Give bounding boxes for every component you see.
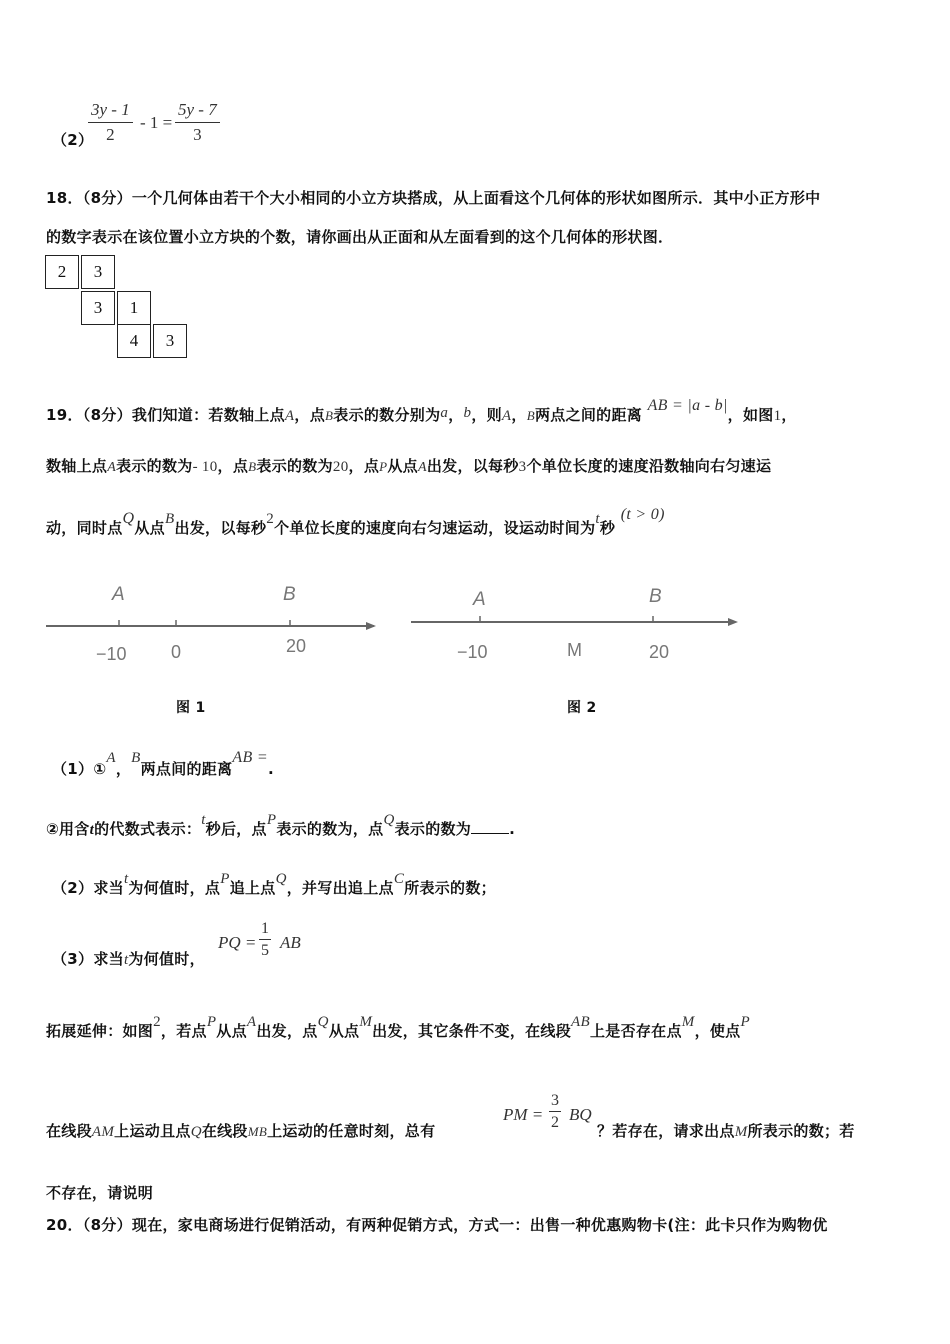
- text: 为何值时，点: [128, 879, 221, 897]
- math-B: B: [131, 750, 141, 766]
- math-fraction-1-5: [259, 920, 271, 960]
- math-P: P: [379, 459, 388, 474]
- grid-cell: 3: [81, 255, 115, 289]
- math-B: B: [164, 511, 175, 527]
- number-line-figure-2: [405, 570, 750, 690]
- math-t-condition: (t > 0): [620, 506, 665, 523]
- text: 上是否存在点: [589, 1022, 682, 1040]
- text: ，: [448, 406, 464, 424]
- text: 表示的数为: [394, 820, 472, 838]
- math-b: b: [463, 405, 472, 421]
- text: 上运动的任意时刻，总有: [267, 1122, 436, 1140]
- text: 从点: [134, 519, 165, 537]
- text: 表示的数为: [276, 820, 353, 838]
- text: ，则: [471, 406, 502, 424]
- text: 从点: [216, 1022, 247, 1040]
- text: ，: [294, 406, 310, 424]
- text: 两点间的距离: [140, 760, 233, 778]
- number-line-figure-1: [40, 570, 400, 690]
- fraction-denominator: 5: [261, 942, 269, 959]
- text: ，点: [348, 457, 380, 475]
- answer-blank: [471, 832, 509, 834]
- text: 追上点: [229, 879, 276, 897]
- math-P: P: [206, 1014, 217, 1030]
- math-2: 2: [153, 1014, 161, 1030]
- text: 动，同时点: [46, 519, 123, 537]
- math-2: 2: [266, 511, 275, 527]
- math-Q: Q: [190, 1124, 202, 1140]
- math-AM: AM: [91, 1124, 115, 1140]
- q17-fraction-right: [175, 100, 220, 145]
- math-pq-equals: PQ =: [218, 933, 257, 952]
- text: .: [509, 820, 516, 838]
- text: 所表示的数；若: [747, 1122, 855, 1140]
- q19-line2: [46, 455, 771, 476]
- text: 秒后，点: [205, 820, 267, 838]
- math-A: A: [107, 460, 117, 475]
- text: ，如图: [727, 406, 774, 424]
- math-3: 3: [518, 459, 527, 475]
- math-Q: Q: [383, 812, 395, 828]
- point-label-B: B: [649, 586, 662, 607]
- text: ，: [511, 406, 527, 424]
- q19-extension-line2-left: [46, 1120, 435, 1141]
- text: 所表示的数；: [404, 879, 496, 897]
- tick-label: −10: [457, 642, 488, 662]
- math-ab-distance: AB = |a - b|: [647, 397, 728, 414]
- math-P: P: [266, 812, 277, 828]
- fraction-denominator: 2: [551, 1114, 559, 1131]
- math-A: A: [501, 408, 512, 424]
- math-M: M: [359, 1014, 373, 1030]
- fraction-numerator: 3: [549, 1092, 561, 1112]
- text: ②用含: [46, 820, 90, 838]
- figure-1-caption: 图 1: [176, 700, 206, 716]
- math-20: 20: [332, 459, 349, 475]
- text: 在线段: [46, 1122, 92, 1140]
- math-t: t: [123, 871, 129, 887]
- q19-line1: [46, 397, 797, 425]
- text: 个单位长度的速度沿数轴向右匀速运: [526, 457, 772, 475]
- math-A: A: [106, 750, 116, 766]
- math-a: a: [440, 405, 449, 421]
- math-B: B: [526, 408, 535, 423]
- math-A: A: [417, 460, 427, 475]
- math-B: B: [248, 459, 257, 474]
- text: 表示的数为: [256, 457, 333, 475]
- tick-label: 20: [649, 642, 670, 662]
- text: .: [267, 760, 274, 778]
- q19-line3: [46, 506, 665, 538]
- q17-frac1-numerator: 3y - 1: [88, 100, 133, 123]
- q19-extension-line3: 不存在，请说明: [46, 1184, 154, 1202]
- q19-extension-line1: [46, 1014, 750, 1041]
- q17-frac2-numerator: 5y - 7: [175, 100, 220, 123]
- text: 上运动且点: [114, 1122, 191, 1140]
- math-t: t: [123, 952, 129, 968]
- math-AB: AB: [280, 933, 301, 952]
- grid-cell: 4: [117, 324, 151, 358]
- grid-cell: 1: [117, 291, 151, 325]
- math-BQ: BQ: [569, 1105, 592, 1124]
- math-AB: AB: [571, 1014, 590, 1030]
- text: 出发，以每秒: [426, 457, 519, 475]
- point-label-A: A: [112, 584, 125, 605]
- text: 个单位长度的速度向右匀速运动，设运动时间为: [274, 519, 596, 537]
- math-B: B: [325, 408, 334, 423]
- math-t: t: [89, 822, 95, 838]
- text: ，并写出追上点: [286, 879, 394, 897]
- q18-line2: 的数字表示在该位置小立方块的个数，请你画出从正面和从左面看到的这个几何体的形状图．: [46, 228, 674, 246]
- text: 表示的数为: [116, 457, 193, 475]
- text: 数轴上点: [46, 457, 108, 475]
- text: 在线段: [201, 1122, 248, 1140]
- tick-label: 0: [171, 642, 182, 662]
- q19-extension-line2-right: [597, 1120, 855, 1141]
- q19-part3: [52, 948, 205, 969]
- math-t: t: [201, 812, 206, 828]
- text: 表示的数分别为: [333, 406, 441, 424]
- q19-part1-2: [46, 812, 516, 839]
- q17-frac2-denominator: 3: [193, 125, 202, 144]
- point-label-B: B: [283, 584, 296, 605]
- q18-line1: 18．（8分）一个几何体由若干个大小相同的小立方块搭成，从上面看这个几何体的形状如图所示．其中小正方形中: [46, 189, 821, 207]
- math-Q: Q: [122, 510, 135, 527]
- axis-arrow-icon: [366, 622, 376, 630]
- math-Q: Q: [275, 871, 287, 887]
- text: （2）求当: [52, 879, 124, 897]
- text: 为何值时，: [128, 950, 205, 968]
- math-t: t: [595, 511, 600, 527]
- q17-part2-label: （2）: [52, 131, 94, 149]
- math-C: C: [393, 871, 405, 887]
- text: 出发，其它条件不变，在线段: [372, 1022, 572, 1040]
- text: 拓展延伸：如图: [46, 1022, 154, 1040]
- math-M: M: [681, 1014, 695, 1030]
- text: 的代数式表示：: [94, 820, 202, 838]
- text: 出发，点: [256, 1022, 318, 1040]
- text: 19．（8分）我们知道：若数轴上点: [46, 406, 285, 424]
- fraction-numerator: 1: [259, 920, 271, 940]
- math-P: P: [220, 871, 230, 887]
- q17-minus-one: - 1 =: [140, 113, 173, 132]
- text: ，使点: [694, 1022, 741, 1040]
- math-A: A: [246, 1014, 257, 1030]
- math-M: M: [734, 1124, 748, 1140]
- math-A: A: [284, 408, 295, 424]
- q19-part2: [52, 871, 496, 898]
- tick-label-M: M: [567, 640, 582, 660]
- text: （1）①: [52, 760, 107, 778]
- text: 点: [309, 406, 326, 424]
- text: 从点: [328, 1022, 360, 1040]
- math-ab-equals: AB =: [232, 749, 268, 766]
- figure-2-caption: 图 2: [567, 700, 597, 716]
- text: （3）求当: [52, 950, 124, 968]
- text: ，若点: [160, 1022, 207, 1040]
- point-label-A: A: [473, 589, 486, 610]
- tick-label: −10: [96, 644, 127, 664]
- tick-label: 20: [286, 636, 307, 656]
- text: ？若存在，请求出点: [597, 1122, 735, 1140]
- grid-cell: 3: [153, 324, 187, 358]
- math-1: 1: [773, 408, 782, 424]
- text: ，点: [217, 457, 249, 475]
- math-neg10: - 10: [192, 459, 218, 475]
- q20-line1: 20．（8分）现在，家电商场进行促销活动，有两种促销方式，方式一：出售一种优惠购物卡(注：此卡只作为购物优: [46, 1216, 828, 1234]
- text: 两点之间的距离: [534, 406, 643, 424]
- text: 从点: [387, 457, 418, 475]
- text: ，: [781, 406, 797, 424]
- math-Q: Q: [317, 1014, 329, 1030]
- q19-part1-1: [52, 749, 274, 779]
- text: ，: [115, 760, 132, 778]
- grid-cell: 2: [45, 255, 79, 289]
- text: 秒: [599, 519, 616, 537]
- q17-frac1-denominator: 2: [106, 125, 115, 144]
- text: 出发，以每秒: [174, 519, 267, 537]
- text: ，点: [352, 820, 384, 838]
- math-MB: MB: [247, 1124, 268, 1139]
- grid-cell: 3: [81, 291, 115, 325]
- math-P: P: [740, 1014, 750, 1030]
- math-fraction-3-2: [549, 1092, 561, 1132]
- math-pm-equals: PM =: [503, 1105, 544, 1124]
- q17-fraction-left: [88, 100, 133, 145]
- axis-arrow-icon: [728, 618, 738, 626]
